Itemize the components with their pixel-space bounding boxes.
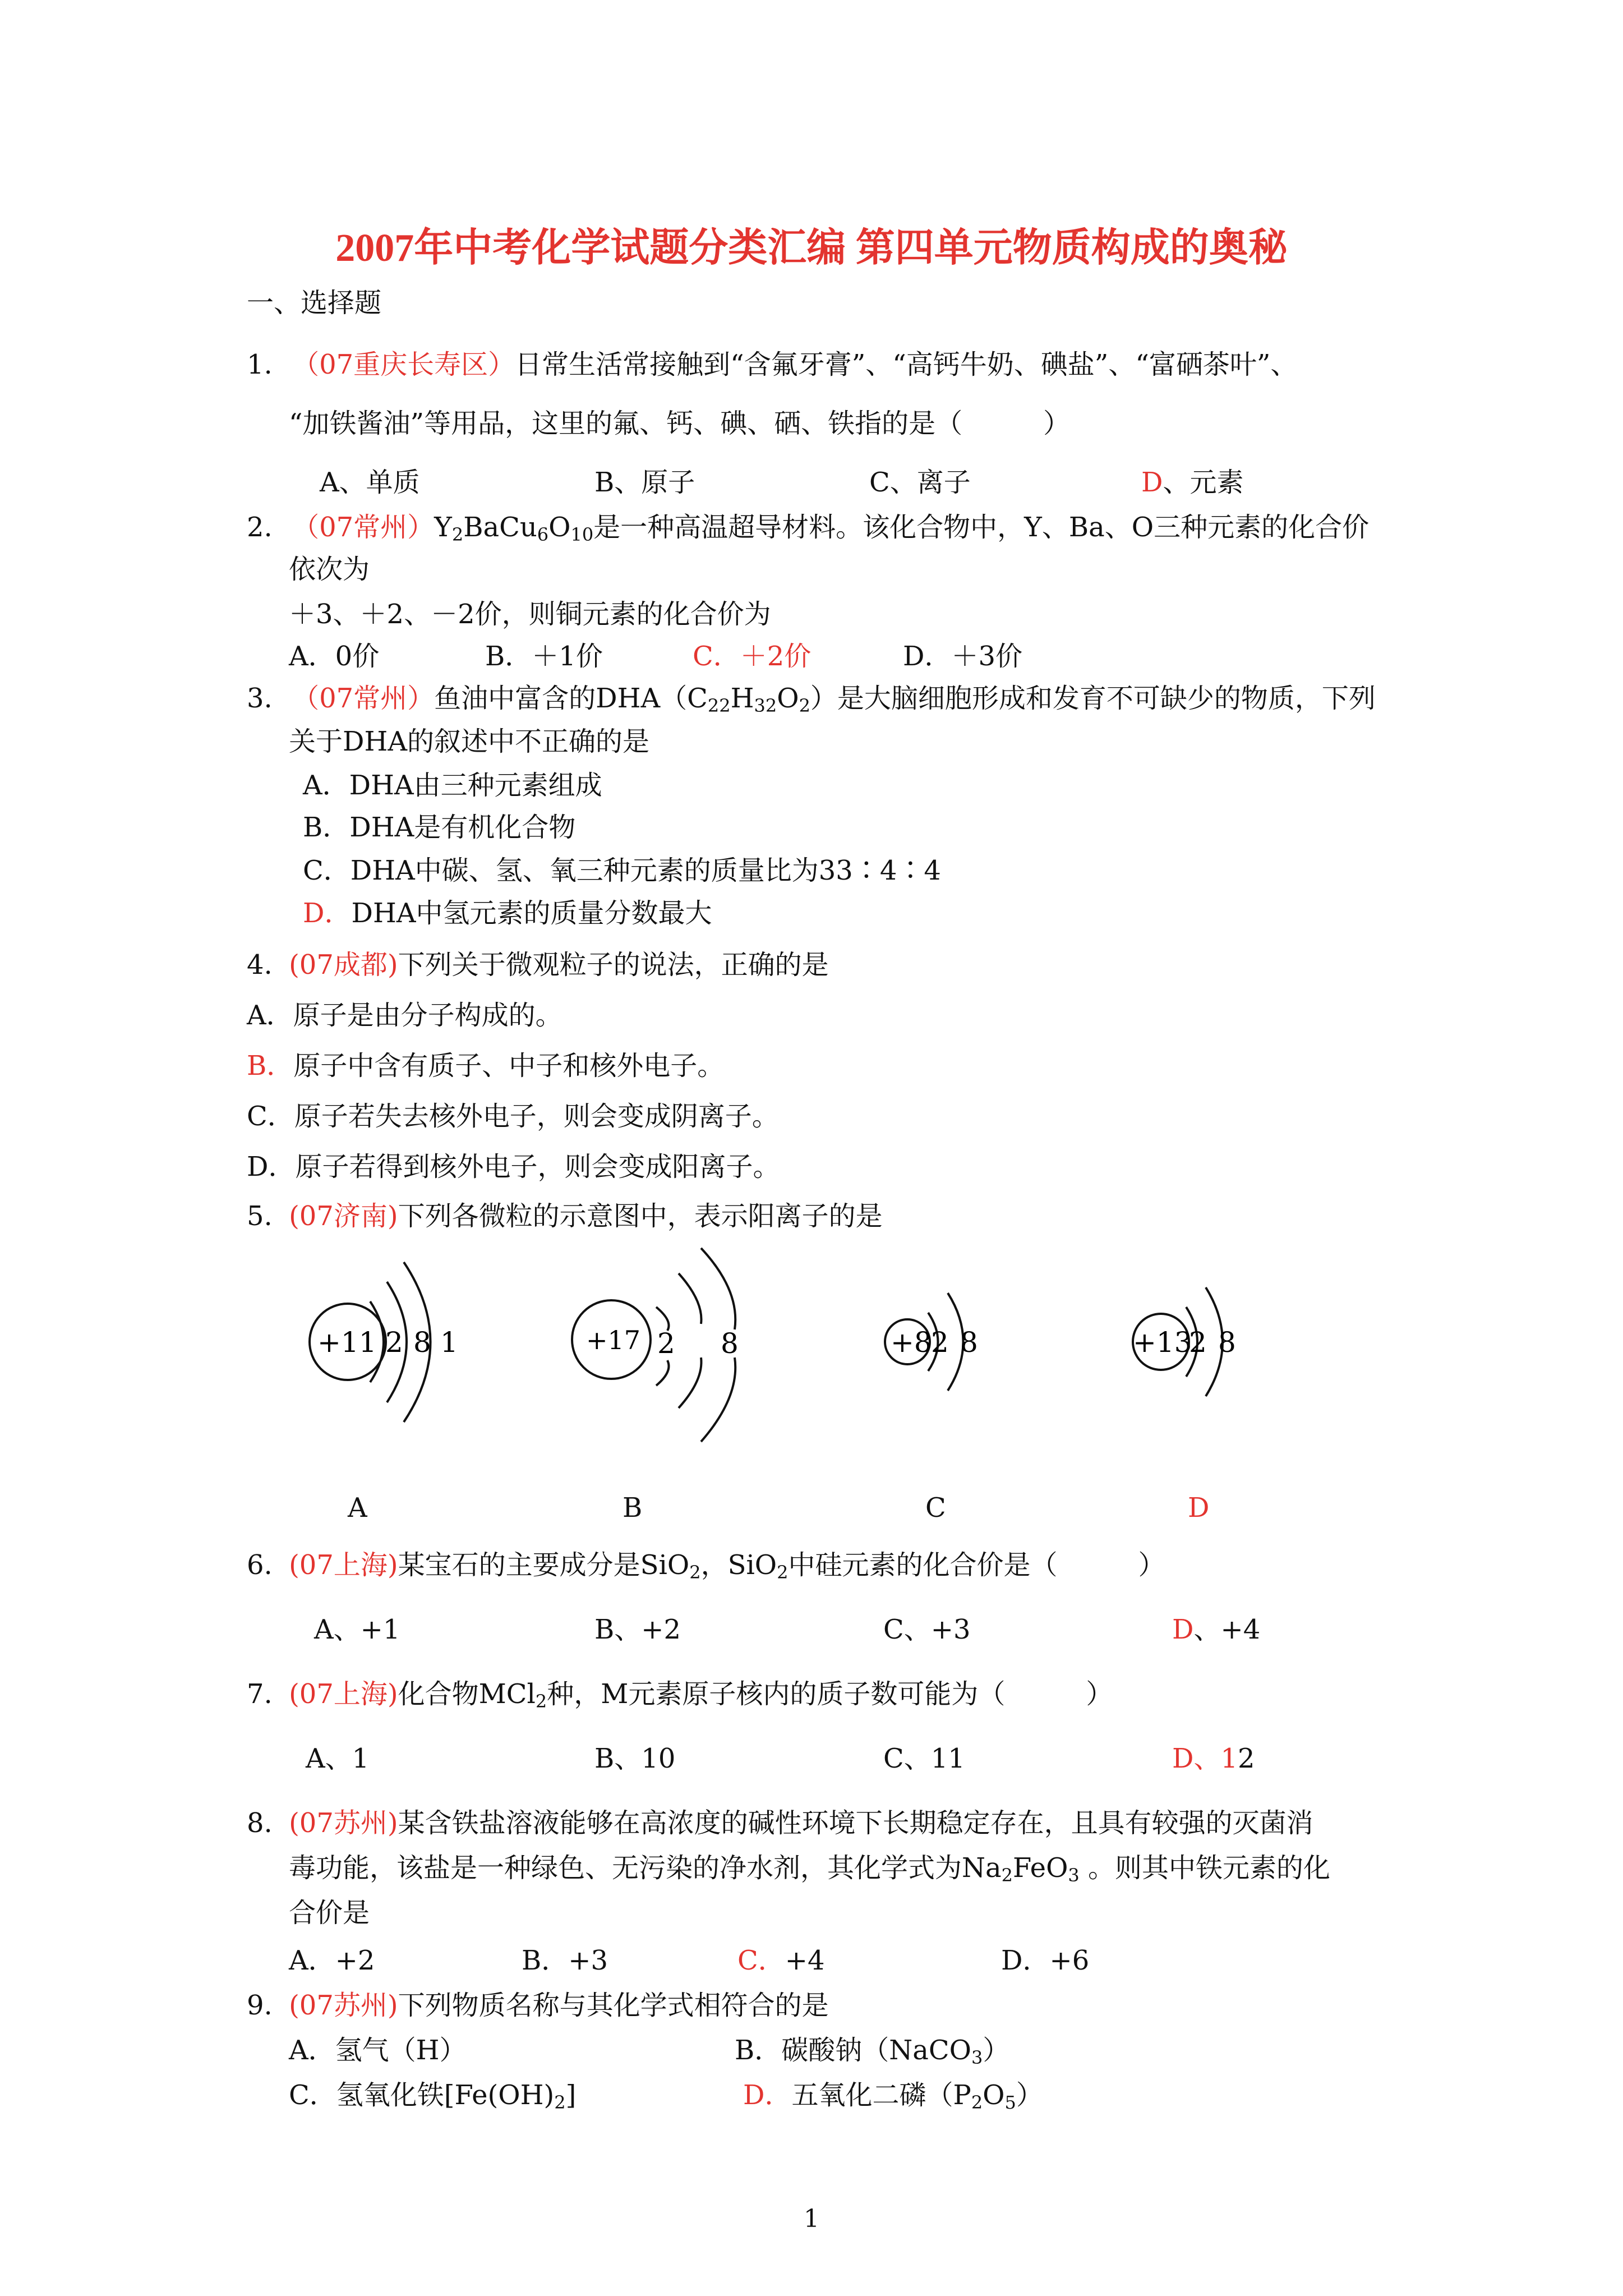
answer-letter: D bbox=[1141, 467, 1163, 498]
q4-option-d: D．原子若得到核外电子，则会变成阳离子。 bbox=[247, 1151, 780, 1182]
question-4-line-1 bbox=[247, 948, 829, 982]
nucleus-charge: +8 bbox=[891, 1326, 932, 1359]
q8-option-d: D．+6 bbox=[1001, 1945, 1090, 1976]
q8-option-c bbox=[737, 1944, 825, 1977]
question-text: 某宝石的主要成分是SiO$_2$，SiO$_2$中硅元素的化合价是（ ） bbox=[398, 1549, 1165, 1583]
nucleus-charge: +17 bbox=[586, 1325, 641, 1355]
q9-option-a: A．氢气（H） bbox=[289, 2035, 467, 2066]
question-number: 3. bbox=[247, 683, 273, 714]
answer-letter: C． bbox=[737, 1945, 785, 1976]
q1-option-c: C、离子 bbox=[869, 467, 971, 498]
question-8-line-1 bbox=[247, 1806, 1313, 1840]
question-source: （07常州） bbox=[292, 683, 435, 714]
question-text: 是一种高温超导材料。该化合物中，Y、Ba、O三种元素的化合价 bbox=[593, 512, 1370, 543]
answer-letter: D、1 bbox=[1172, 1743, 1238, 1774]
question-source: (07苏州) bbox=[289, 1990, 398, 2021]
q3-option-a: A．DHA由三种元素组成 bbox=[303, 770, 602, 801]
question-source: (07成都) bbox=[289, 949, 398, 981]
q7-option-b: B、10 bbox=[594, 1743, 676, 1774]
q2-option-d: D．＋3价 bbox=[903, 641, 1023, 672]
answer-letter: D bbox=[1172, 1614, 1194, 1645]
atom-diagram-b bbox=[572, 1248, 739, 1442]
q6-option-b: B、+2 bbox=[594, 1614, 681, 1645]
diagram-label-a: A bbox=[348, 1492, 367, 1524]
q6-option-c: C、+3 bbox=[883, 1614, 971, 1645]
question-3-line-2: 关于DHA的叙述中不正确的是 bbox=[289, 726, 650, 757]
atom-diagram-d bbox=[1133, 1287, 1236, 1396]
question-2-line-2: 依次为 bbox=[289, 554, 370, 585]
question-9-line-1 bbox=[247, 1989, 829, 2022]
question-source: (07苏州) bbox=[289, 1807, 398, 1839]
question-2-line-3: ＋3、＋2、－2价，则铜元素的化合价为 bbox=[289, 599, 771, 630]
question-3-line-1 bbox=[247, 682, 1376, 715]
nucleus-charge: +13 bbox=[1133, 1326, 1192, 1359]
shell-electrons-2: 8 bbox=[960, 1326, 978, 1359]
q4-option-c: C．原子若失去核外电子，则会变成阴离子。 bbox=[247, 1101, 779, 1132]
question-6-line-1 bbox=[247, 1548, 1165, 1582]
question-number: 7. bbox=[247, 1678, 273, 1710]
question-source: (07上海) bbox=[289, 1678, 398, 1710]
atom-diagram-a bbox=[310, 1262, 458, 1422]
q7-option-d bbox=[1172, 1742, 1255, 1775]
option-text: 、+4 bbox=[1193, 1614, 1261, 1645]
page-number: 1 bbox=[804, 2205, 819, 2233]
q6-option-d bbox=[1172, 1613, 1260, 1646]
q8-option-b: B．+3 bbox=[522, 1945, 608, 1976]
question-number: 2. bbox=[247, 512, 273, 543]
q3-option-d bbox=[303, 896, 712, 930]
question-source: (07上海) bbox=[289, 1549, 398, 1581]
option-text: 、元素 bbox=[1163, 467, 1244, 498]
answer-letter: D． bbox=[743, 2079, 792, 2111]
shell-electrons-1: 2 bbox=[657, 1327, 675, 1360]
option-text: 原子中含有质子、中子和核外电子。 bbox=[293, 1050, 725, 1082]
q2-option-a: A．0价 bbox=[289, 641, 380, 672]
question-1-line-1 bbox=[247, 348, 1297, 381]
question-text: 日常生活常接触到“含氟牙膏”、“高钙牛奶、碘盐”、“富硒茶叶”、 bbox=[515, 349, 1298, 380]
question-1-line-2: “加铁酱油”等用品，这里的氟、钙、碘、硒、铁指的是（ ） bbox=[289, 408, 1071, 439]
shell-electrons-2: 8 bbox=[413, 1326, 431, 1359]
option-text: 五氧化二磷$(P_2O_5)$ bbox=[791, 2079, 1043, 2113]
q8-option-a: A．+2 bbox=[289, 1945, 375, 1976]
q2-option-c: C．＋2价 bbox=[693, 641, 811, 672]
shell-electrons-1: 2 bbox=[385, 1326, 403, 1359]
question-text: 下列各微粒的示意图中，表示阳离子的是 bbox=[398, 1200, 883, 1232]
answer-letter: B． bbox=[247, 1050, 294, 1082]
question-5-line-1 bbox=[247, 1199, 883, 1233]
question-2-line-1 bbox=[247, 510, 1369, 544]
question-text: 下列物质名称与其化学式相符合的是 bbox=[398, 1990, 829, 2021]
atom-diagram-c bbox=[885, 1293, 978, 1391]
q3-option-c: C．DHA中碳、氢、氧三种元素的质量比为33∶4∶4 bbox=[303, 855, 941, 886]
question-8-line-2: 毒功能，该盐是一种绿色、无污染的净水剂，其化学式为$Na_2FeO_3$ 。则其中铁元素的化 bbox=[289, 1852, 1331, 1886]
diagram-label-d: D bbox=[1188, 1492, 1210, 1524]
diagram-label-c: C bbox=[925, 1492, 946, 1524]
answer-letter: D． bbox=[303, 898, 352, 929]
q7-option-a: A、1 bbox=[306, 1743, 370, 1774]
q6-option-a: A、+1 bbox=[314, 1614, 400, 1645]
option-text: DHA中氢元素的质量分数最大 bbox=[351, 898, 712, 929]
page-title: 2007年中考化学试题分类汇编 第四单元物质构成的奥秘 bbox=[335, 227, 1288, 270]
q1-option-b: B、原子 bbox=[594, 467, 695, 498]
question-text: 化合物MCl$_2$种，M元素原子核内的质子数可能为（ ） bbox=[398, 1678, 1113, 1712]
shell-electrons-2: 8 bbox=[721, 1327, 739, 1360]
q9-option-c: C．氢氧化铁$[Fe(OH)_2]$ bbox=[289, 2079, 577, 2113]
q7-option-c: C、11 bbox=[883, 1743, 965, 1774]
q9-option-d bbox=[743, 2078, 1043, 2112]
question-8-line-3: 合价是 bbox=[289, 1897, 370, 1929]
question-text: 鱼油中富含的$DHA(C_{22}H_{32}O_2)$是大脑细胞形成和发育不可缺少的物质，下列 bbox=[434, 683, 1376, 716]
question-number: 6. bbox=[247, 1549, 273, 1581]
q1-option-d bbox=[1141, 466, 1244, 499]
atom-structure-diagrams bbox=[0, 1240, 1623, 1453]
section-heading: 一、选择题 bbox=[247, 287, 382, 319]
question-source: （07常州） bbox=[292, 512, 435, 543]
question-text: 某含铁盐溶液能够在高浓度的碱性环境下长期稳定存在，且具有较强的灭菌消 bbox=[398, 1807, 1313, 1839]
question-text: 下列关于微观粒子的说法，正确的是 bbox=[398, 949, 829, 981]
shell-electrons-1: 2 bbox=[1189, 1326, 1207, 1359]
nucleus-charge: +11 bbox=[317, 1326, 377, 1359]
question-number: 8. bbox=[247, 1807, 273, 1839]
question-number: 5. bbox=[247, 1200, 273, 1232]
option-text: +4 bbox=[785, 1945, 825, 1976]
shell-electrons-2: 8 bbox=[1218, 1326, 1236, 1359]
shell-electrons-1: 2 bbox=[931, 1326, 949, 1359]
q4-option-b bbox=[247, 1049, 724, 1083]
q4-option-a: A．原子是由分子构成的。 bbox=[247, 1000, 562, 1031]
q9-option-b: B．碳酸钠（NaCO$_3$） bbox=[735, 2035, 1010, 2068]
question-number: 4. bbox=[247, 949, 273, 981]
question-number: 9. bbox=[247, 1990, 273, 2021]
diagram-label-b: B bbox=[623, 1492, 643, 1524]
question-number: 1. bbox=[247, 349, 273, 380]
formula: $Y_2BaCu_6O_{10}$ bbox=[434, 512, 594, 545]
question-7-line-1 bbox=[247, 1677, 1113, 1711]
option-text: 2 bbox=[1238, 1743, 1255, 1774]
q1-option-a: A、单质 bbox=[320, 467, 420, 498]
q2-option-b: B．＋1价 bbox=[485, 641, 603, 672]
q3-option-b: B．DHA是有机化合物 bbox=[303, 812, 576, 843]
question-source: （07重庆长寿区） bbox=[292, 349, 515, 380]
question-source: (07济南) bbox=[289, 1200, 398, 1232]
shell-electrons-3: 1 bbox=[440, 1326, 458, 1359]
